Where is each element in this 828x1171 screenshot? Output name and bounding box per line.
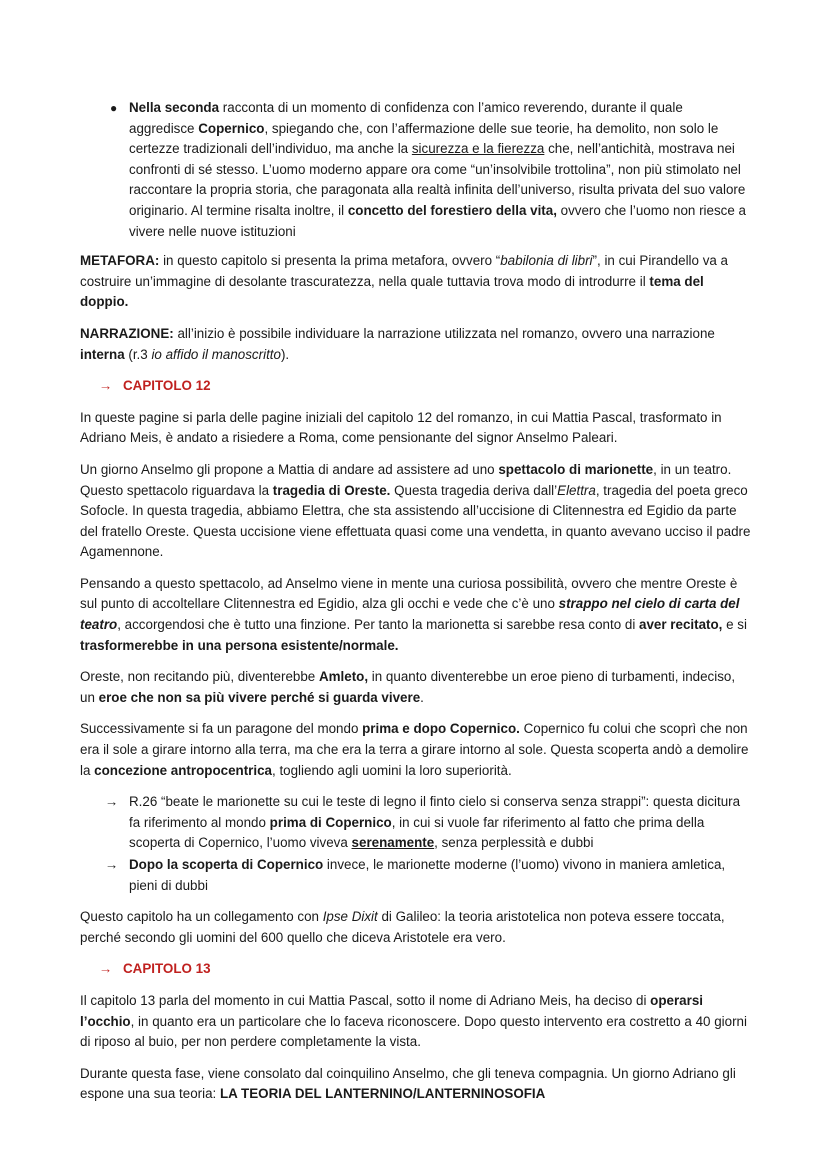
arrow-right-icon: → (99, 961, 113, 977)
bold-text: LA TEORIA DEL LANTERNINO/LANTERNINOSOFIA (219, 1086, 546, 1102)
text: Copernico fu colui che scoprì che non era il sole a girare intorno alla terra, ma che era la terra a girare intorno al sole. Questa scoperta andò a demolire la (80, 721, 749, 778)
paragraph (80, 907, 752, 948)
text: invece, le marionette moderne (l’uomo) vivono in maniera amletica, pieni di dubbi (129, 857, 726, 893)
bold-text: concezione antropocentrica (94, 762, 272, 778)
bold-text: interna (80, 346, 125, 362)
text: Questa tragedia deriva dall’ (390, 482, 558, 498)
text: ). (280, 346, 290, 362)
bold-text: concetto del forestiero della vita, (347, 202, 557, 218)
bold-text: operarsi l’occhio (80, 992, 703, 1029)
text: , in un teatro. Questo spettacolo riguardava la (80, 461, 732, 498)
italic-text: Elettra (557, 482, 596, 498)
bold-text: eroe che non sa più vivere perché si guarda vivere (98, 689, 421, 705)
bold-text: tragedia di Oreste. (272, 482, 391, 498)
bold-text: prima di Copernico (269, 814, 392, 830)
bold-text: prima e dopo Copernico. (362, 721, 520, 737)
paragraph-narrazione (80, 324, 752, 365)
text: ovvero che l’uomo non riesce a vivere nelle nuove istituzioni (129, 202, 746, 239)
text: Successivamente si fa un paragone del mondo (80, 721, 363, 737)
italic-text: Ipse Dixit (322, 909, 378, 925)
text: Durante questa fase, viene consolato dal coinquilino Anselmo, che gli teneva compagnia. Un giorno Adriano gli espone una sua teoria: (80, 1065, 736, 1102)
paragraph: In queste pagine si parla delle pagine iniziali del capitolo 12 del romanzo, in cui Mattia Pascal, trasformato in Adriano Meis, è andato a risiedere a Roma, come pensionante del signor Anselmo Paleari. (80, 409, 722, 446)
text: , in cui si vuole far riferimento al fatto che prima della scoperta di Copernico, l’uomo viveva (129, 814, 705, 851)
text: racconta di un momento di confidenza con l’amico reverendo, durante il quale aggredisce (129, 100, 683, 136)
text: (r.3 (124, 346, 152, 362)
paragraph (80, 1064, 752, 1105)
text: in questo capitolo si presenta la prima metafora, ovvero “ (159, 253, 501, 269)
paragraph (80, 991, 752, 1053)
bold-italic-text: strappo nel cielo di carta del teatro (80, 596, 740, 633)
bold-text: Amleto, (318, 669, 369, 685)
text: R.26 “beate le marionette su cui le teste di legno il finto cielo si conserva senza strappi”: questa dicitura fa riferimento al mondo (129, 794, 741, 830)
text: Questo capitolo ha un collegamento con (80, 909, 323, 925)
text: e si (722, 617, 747, 633)
chapter-title: CAPITOLO 12 (123, 378, 211, 394)
paragraph (80, 460, 752, 563)
bold-underlined-text: serenamente (351, 835, 435, 851)
text: , accorgendosi che è tutto una finzione. Per tanto la marionetta si sarebbe resa conto di (117, 617, 640, 633)
arrow-list-item (80, 792, 752, 854)
underlined-text: sicurezza e la fierezza (411, 141, 545, 157)
text: Un giorno Anselmo gli propone a Mattia di andare ad assistere ad uno (80, 461, 499, 477)
text: , tragedia del poeta greco Sofocle. In questa tragedia, abbiamo Elettra, che sta assistendo all’uccisione di Clitennestra ed Egidio da parte del fratello Oreste. Questa uccisione viene effettuata quasi come una vendetta, in quanto avevano ucciso il padre Agamennone. (80, 482, 751, 560)
bullet-dot-icon: ● (110, 101, 118, 115)
paragraph (80, 719, 752, 781)
arrow-list (80, 792, 752, 896)
text: Oreste, non recitando più, diventerebbe (80, 669, 319, 685)
section-label: METAFORA: (80, 253, 160, 269)
paragraph (80, 667, 752, 708)
bold-text: spettacolo di marionette (498, 461, 654, 477)
text: che, nell’antichità, mostrava nei confronti di sé stesso. L’uomo moderno appare ora come “un’insolvibile trottolina”, non più stimolato nel raccontare la propria storia, che paragonata alla realtà infinita dell’universo, risulta privata del suo valore originario. Al termine risalta inoltre, il (129, 141, 746, 218)
arrow-right-icon: → (105, 857, 119, 872)
arrow-list-item (80, 855, 752, 896)
text: , senza perplessità e dubbi (434, 835, 594, 851)
bullet-item (80, 98, 752, 242)
text: , spiegando che, con l’affermazione delle sue teorie, ha demolito, non solo le certezze tradizionali dell’individuo, ma anche la (129, 120, 719, 157)
section-label: NARRAZIONE: (80, 325, 174, 341)
bold-text: aver recitato, (639, 617, 723, 633)
chapter-title: CAPITOLO 13 (123, 961, 211, 977)
paragraph (80, 574, 752, 656)
chapter-heading-13 (99, 959, 752, 980)
text: . (420, 689, 424, 705)
text: Il capitolo 13 parla del momento in cui Mattia Pascal, sotto il nome di Adriano Meis, ha deciso di (80, 992, 651, 1008)
text: , in quanto era un particolare che lo faceva riconoscere. Dopo questo intervento era costretto a 40 giorni di riposo al buio, per non perdere completamente la vista. (80, 1013, 747, 1050)
italic-text: babilonia di libri (500, 253, 593, 269)
document-page (80, 98, 752, 1116)
italic-text: io affido il manoscritto (151, 346, 281, 362)
text: ”, in cui Pirandello va a costruire un’immagine di desolante trascuratezza, nella quale tuttavia trova modo di introdurre il (80, 253, 729, 289)
text: in quanto diventerebbe un eroe pieno di turbamenti, indeciso, un (80, 669, 736, 705)
text: Pensando a questo spettacolo, ad Anselmo viene in mente una curiosa possibilità, ovvero che mentre Oreste è sul punto di accoltellare Clitennestra ed Egidio, alza gli occhi e vede che c’è uno (80, 575, 738, 612)
text: all’inizio è possibile individuare la narrazione utilizzata nel romanzo, ovvero una narrazione (173, 325, 715, 341)
arrow-right-icon: → (105, 794, 119, 810)
bold-text: trasformerebbe in una persona esistente/normale. (80, 637, 399, 653)
bullet-list (80, 98, 752, 242)
bold-text: Dopo la scoperta di Copernico (129, 857, 324, 872)
text: , togliendo agli uomini la loro superiorità. (272, 762, 512, 778)
bold-text: tema del doppio. (80, 273, 704, 310)
text: di Galileo: la teoria aristotelica non poteva essere toccata, perché secondo gli uomini del 600 quello che diceva Aristotele era vero. (80, 909, 725, 945)
bold-text: Nella seconda (129, 100, 220, 115)
arrow-right-icon: → (99, 378, 113, 394)
chapter-heading-12 (99, 376, 752, 397)
bold-text: Copernico (198, 120, 265, 136)
paragraph-metafora (80, 251, 752, 313)
